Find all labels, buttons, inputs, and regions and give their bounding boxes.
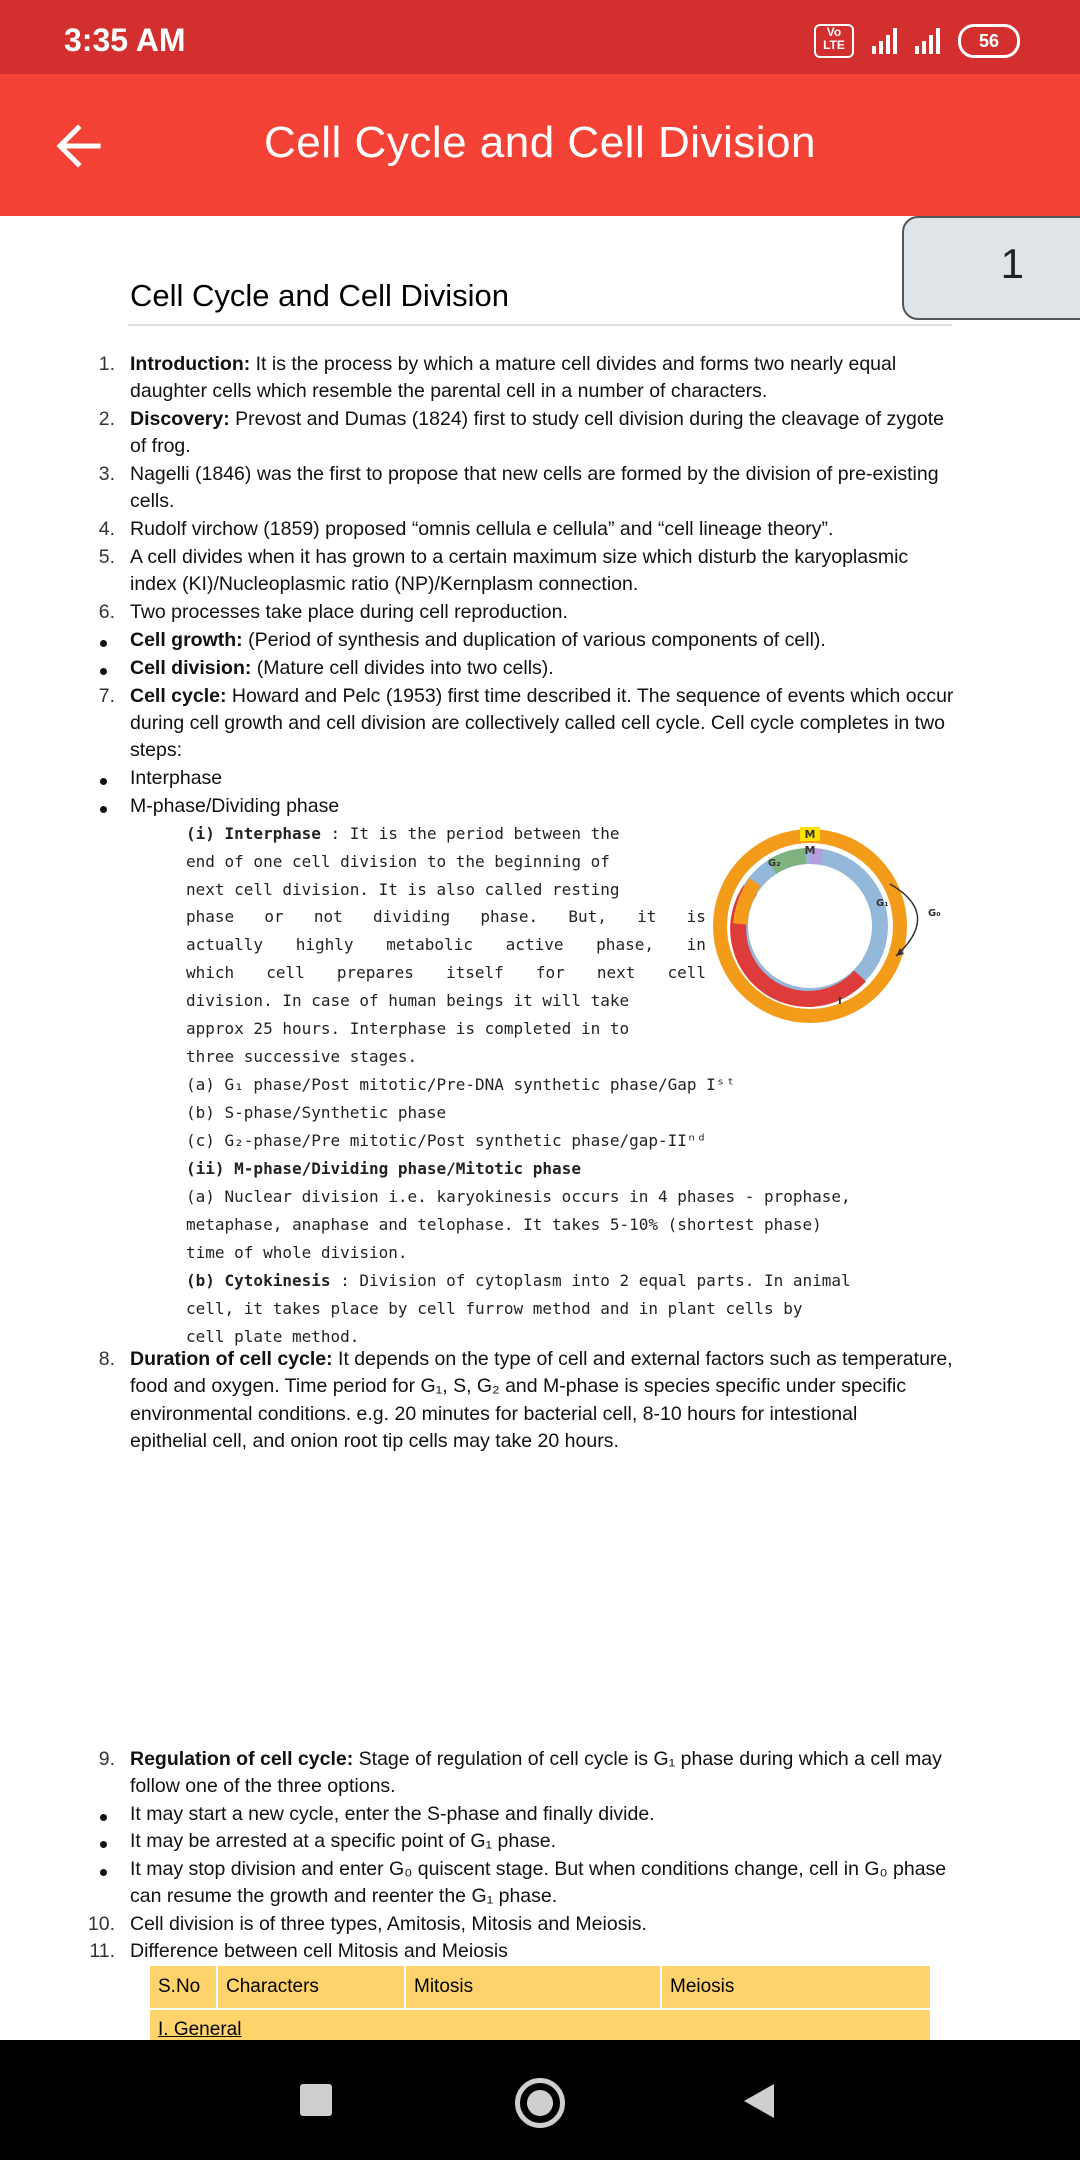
status-time: 3:35 AM [64, 22, 186, 58]
table-header: Mitosis [406, 1966, 662, 2008]
list-number: 3. [98, 463, 115, 485]
mono-line: division. In case of human beings it will take [186, 991, 630, 1010]
table-header-row [150, 1966, 930, 2008]
list-item: Cell cycle: Howard and Pelc (1953) first time described it. The sequence of events which occur [130, 685, 954, 707]
bullet-item: It may start a new cycle, enter the S-phase and finally divide. [130, 1803, 655, 1825]
label-g0: G₀ [928, 908, 941, 919]
mono-line: cell plate method. [186, 1327, 360, 1346]
list-item-cont: cells. [130, 490, 175, 512]
list-item: Rudolf virchow (1859) proposed “omnis cellula e cellula” and “cell lineage theory”. [130, 518, 834, 540]
page-number: 1 [1000, 240, 1024, 287]
table-header: Characters [218, 1966, 406, 2008]
list-item: Regulation of cell cycle: Stage of regulation of cell cycle is G₁ phase during which a cell may [130, 1748, 942, 1770]
document-title: Cell Cycle and Cell Division [130, 278, 510, 313]
bullet-item: M-phase/Dividing phase [130, 795, 340, 817]
app-bar [0, 74, 1080, 216]
cell-cycle-diagram [710, 824, 950, 1029]
list-number: 8. [98, 1348, 115, 1370]
bullet-item: It may stop division and enter G₀ quiscent stage. But when conditions change, cell in G₀ phase [130, 1858, 947, 1880]
battery-icon: 56 [958, 24, 1020, 58]
volte-icon: Vo LTE [814, 24, 854, 58]
list-item-cont: epithelial cell, and onion root tip cells may take 20 hours. [130, 1430, 619, 1452]
list-item-cont: daughter cells which resemble the parental cell in a number of characters. [130, 380, 768, 402]
list-item-cont: of frog. [130, 435, 191, 457]
list-item: Difference between cell Mitosis and Meiosis [130, 1940, 508, 1962]
mono-line: next cell division. It is also called resting [186, 880, 620, 899]
bullet-item: Interphase [130, 767, 223, 789]
label-i: I [838, 996, 842, 1007]
list-item-cont: during cell growth and cell division are collectively called cell cycle. Cell cycle completes in two [130, 712, 946, 734]
list-item: Duration of cell cycle: It depends on the type of cell and external factors such as temperature, [130, 1348, 953, 1370]
list-item: Nagelli (1846) was the first to propose that new cells are formed by the division of pre-existing [130, 463, 939, 485]
label-g1: G₁ [876, 898, 889, 909]
back-button[interactable] [744, 2084, 774, 2118]
mono-line: cell, it takes place by cell furrow method and in plant cells by [186, 1299, 803, 1318]
list-number: 5. [98, 546, 115, 568]
list-item-cont: index (KI)/Nucleoplasmic ratio (NP)/Kernplasm connection. [130, 573, 639, 595]
signal-icon-2 [915, 28, 940, 54]
label-m-inner: M [804, 844, 816, 857]
bullet-icon [100, 806, 107, 813]
bullet-icon [100, 778, 107, 785]
mono-line: (b) S-phase/Synthetic phase [186, 1103, 447, 1122]
list-number: 2. [98, 408, 115, 430]
m-phase-heading: (ii) M-phase/Dividing phase/Mitotic phase [186, 1159, 581, 1178]
list-item: Cell division is of three types, Amitosis, Mitosis and Meiosis. [130, 1913, 647, 1935]
label-g2: G₂ [768, 858, 781, 869]
bullet-item: Cell division: (Mature cell divides into two cells). [130, 657, 554, 679]
mono-line-justified: actually highly metabolic active phase, in [186, 935, 706, 954]
mono-line: end of one cell division to the beginning of [186, 852, 610, 871]
list-item-cont: steps: [130, 739, 183, 761]
document-viewer[interactable] [0, 216, 1080, 2040]
bullet-icon [100, 668, 107, 675]
list-number: 6. [98, 601, 115, 623]
comparison-table [150, 1966, 930, 2040]
bullet-icon [100, 640, 107, 647]
recents-button[interactable] [300, 2084, 332, 2116]
mono-line: (a) Nuclear division i.e. karyokinesis occurs in 4 phases - prophase, [186, 1187, 851, 1206]
list-number: 4. [98, 518, 115, 540]
list-number: 7. [98, 685, 115, 707]
list-number: 9. [98, 1748, 115, 1770]
list-number: 1. [98, 353, 115, 375]
list-item-cont: follow one of the three options. [130, 1775, 396, 1797]
bullet-item: Cell growth: (Period of synthesis and duplication of various components of cell). [130, 629, 826, 651]
list-item: A cell divides when it has grown to a certain maximum size which disturb the karyoplasmic [130, 546, 909, 568]
signal-icon [872, 28, 897, 54]
bullet-item-cont: can resume the growth and reenter the G₁ phase. [130, 1885, 558, 1907]
table-header: Meiosis [670, 1976, 735, 1997]
table-row: I. General [150, 2010, 930, 2040]
mono-line: approx 25 hours. Interphase is completed in to [186, 1019, 630, 1038]
home-button[interactable] [515, 2078, 565, 2128]
label-m-outer: M [804, 828, 816, 841]
mono-line: (c) G₂-phase/Pre mitotic/Post synthetic phase/gap-IIⁿᵈ [186, 1131, 707, 1150]
cytokinesis-line: (b) Cytokinesis : Division of cytoplasm into 2 equal parts. In animal [186, 1271, 851, 1290]
bullet-item: It may be arrested at a specific point of G₁ phase. [130, 1830, 557, 1852]
mono-line: metaphase, anaphase and telophase. It takes 5-10% (shortest phase) [186, 1215, 822, 1234]
app-title: Cell Cycle and Cell Division [264, 118, 816, 167]
title-divider [128, 324, 952, 326]
status-bar [0, 0, 1080, 74]
interphase-heading: (i) Interphase : It is the period between the [186, 824, 620, 843]
mono-line-justified: phase or not dividing phase. But, it is [186, 907, 706, 926]
mono-line: three successive stages. [186, 1047, 418, 1066]
mono-line: (a) G₁ phase/Post mitotic/Pre-DNA synthetic phase/Gap Iˢᵗ [186, 1075, 736, 1094]
table-header: S.No [150, 1966, 218, 2008]
navigation-bar [0, 2040, 1080, 2160]
mono-line: time of whole division. [186, 1243, 408, 1262]
list-item: Discovery: Prevost and Dumas (1824) first to study cell division during the cleavage of zygote [130, 408, 945, 430]
label-s: S [766, 954, 774, 965]
mono-line-justified: which cell prepares itself for next cell [186, 963, 706, 982]
list-item-cont: environmental conditions. e.g. 20 minutes for bacterial cell, 8-10 hours for intestional [130, 1403, 858, 1425]
list-item: Introduction: It is the process by which a mature cell divides and forms two nearly equal [130, 353, 897, 375]
bullet-icon [100, 1841, 107, 1848]
page-indicator [902, 216, 1080, 320]
status-icons [814, 24, 1020, 58]
list-number: 11. [89, 1940, 115, 1962]
list-item-cont: food and oxygen. Time period for G₁, S, G₂ and M-phase is species specific under specific [130, 1375, 907, 1397]
bullet-icon [100, 1814, 107, 1821]
list-item: Two processes take place during cell reproduction. [130, 601, 568, 623]
bullet-icon [100, 1869, 107, 1876]
list-number: 10. [87, 1913, 115, 1935]
